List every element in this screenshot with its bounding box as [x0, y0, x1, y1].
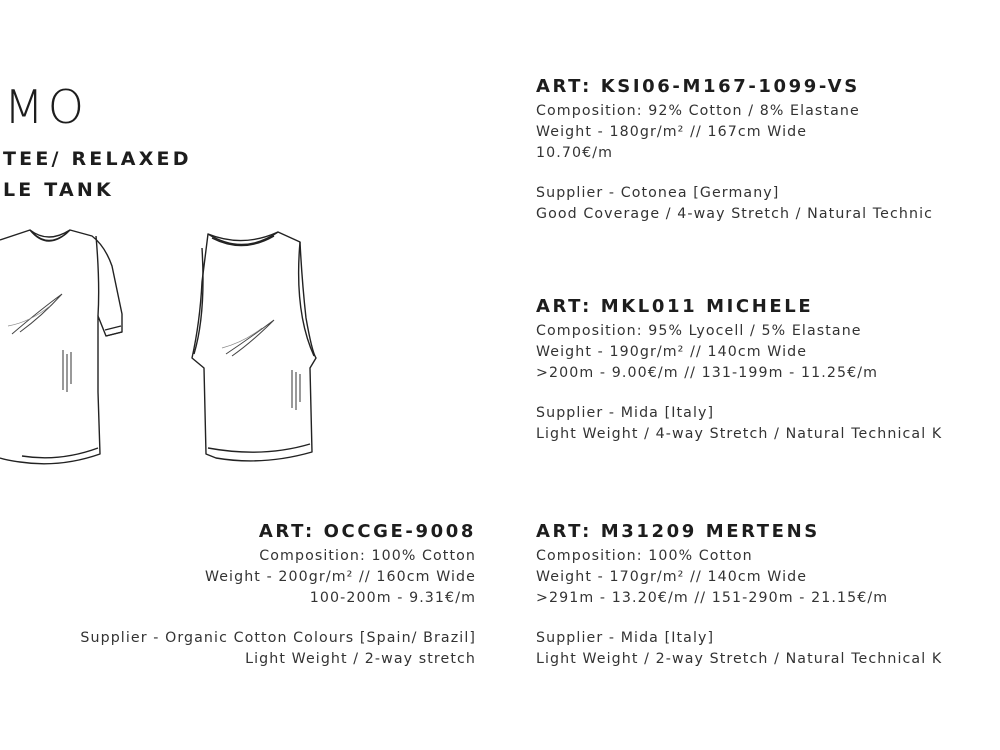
fabric-weight: Weight - 180gr/m² // 167cm Wide	[536, 124, 808, 140]
fabric-art-number: ART: MKL011 MICHELE	[536, 296, 814, 317]
fabric-price: 10.70€/m	[536, 145, 614, 161]
brand-title: MO	[4, 80, 88, 134]
fabric-weight: Weight - 170gr/m² // 140cm Wide	[536, 569, 808, 585]
fabric-supplier: Supplier - Cotonea [Germany]	[536, 185, 780, 201]
fabric-features: Light Weight / 4-way Stretch / Natural Technical K	[536, 426, 943, 442]
collection-subtitle-line1: TEE/ RELAXED	[3, 148, 192, 170]
fabric-supplier: Supplier - Mida [Italy]	[536, 405, 715, 421]
fabric-composition: Composition: 100% Cotton	[259, 548, 476, 564]
fabric-features: Light Weight / 2-way Stretch / Natural Technical K	[536, 651, 943, 667]
fabric-weight: Weight - 190gr/m² // 140cm Wide	[536, 344, 808, 360]
fabric-art-number: ART: M31209 MERTENS	[536, 521, 820, 542]
fabric-composition: Composition: 92% Cotton / 8% Elastane	[536, 103, 860, 119]
fabric-weight: Weight - 200gr/m² // 160cm Wide	[204, 569, 476, 585]
fabric-price: >291m - 13.20€/m // 151-290m - 21.15€/m	[536, 590, 889, 606]
fabric-price: 100-200m - 9.31€/m	[309, 590, 476, 606]
fabric-features: Good Coverage / 4-way Stretch / Natural Technic	[536, 206, 934, 222]
fabric-price: >200m - 9.00€/m // 131-199m - 11.25€/m	[536, 365, 879, 381]
fabric-supplier: Supplier - Mida [Italy]	[536, 630, 715, 646]
fabric-composition: Composition: 100% Cotton	[536, 548, 753, 564]
fabric-supplier: Supplier - Organic Cotton Colours [Spain/ Brazil]	[80, 630, 476, 646]
fabric-art-number: ART: KSI06-M167-1099-VS	[536, 76, 860, 97]
fabric-features: Light Weight / 2-way stretch	[245, 651, 476, 667]
fabric-composition: Composition: 95% Lyocell / 5% Elastane	[536, 323, 862, 339]
tank-sketch	[188, 222, 328, 474]
tee-sketch	[0, 222, 140, 474]
collection-subtitle-line2: LE TANK	[3, 179, 114, 201]
fabric-art-number: ART: OCCGE-9008	[258, 521, 476, 542]
